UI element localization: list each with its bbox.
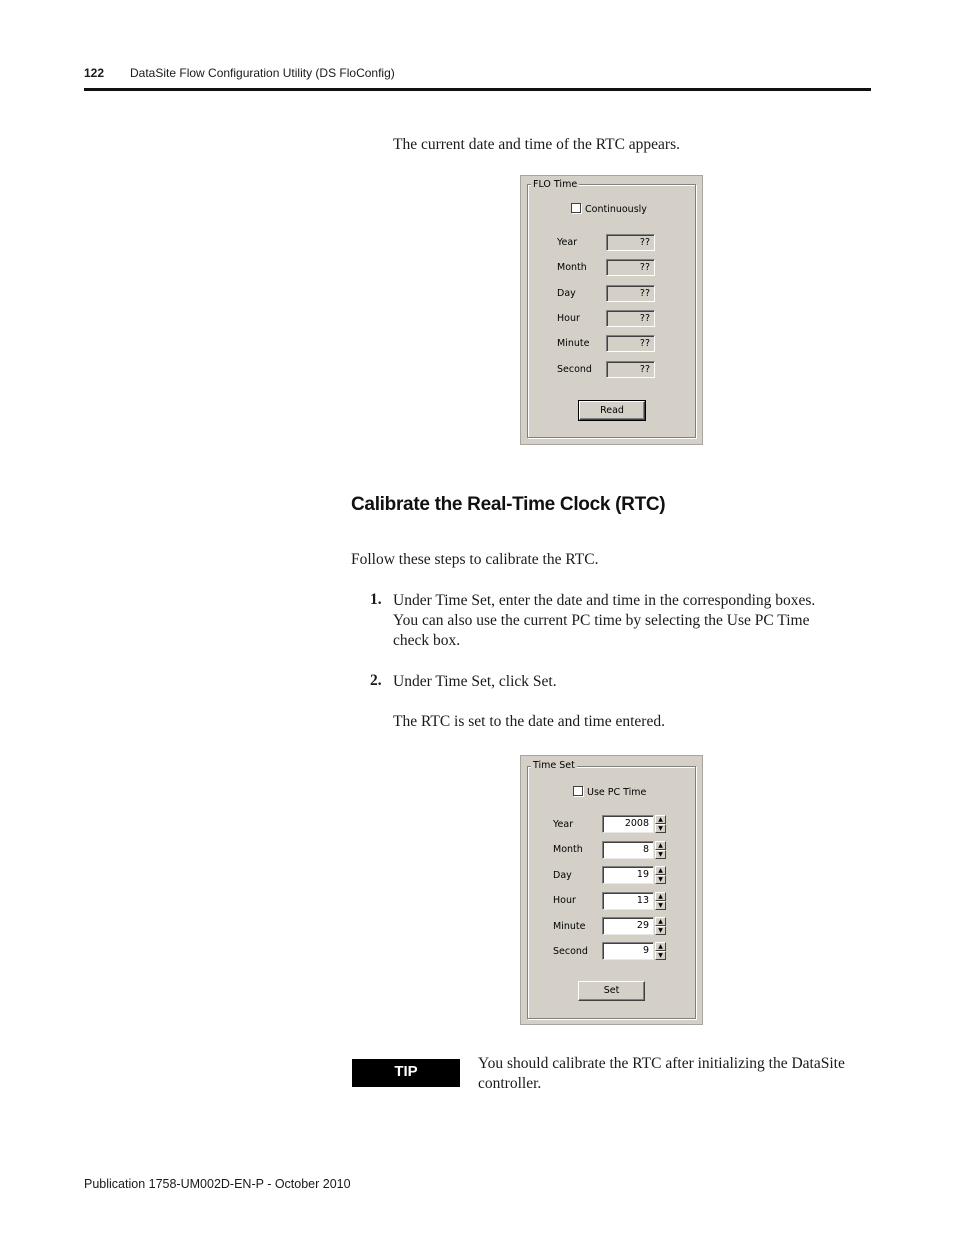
use-pc-time-label: Use PC Time [587, 787, 647, 798]
hour-label: Hour [557, 313, 580, 324]
spin-down-icon[interactable]: ▼ [655, 850, 666, 859]
use-pc-time-checkbox[interactable] [573, 786, 646, 798]
spin-down-icon[interactable]: ▼ [655, 951, 666, 960]
day-readout: ?? [606, 285, 655, 302]
year-input[interactable]: 2008 [602, 815, 654, 833]
minute-readout: ?? [606, 335, 655, 352]
second-label: Second [557, 364, 592, 375]
hour-label: Hour [553, 895, 576, 906]
read-button[interactable]: Read [579, 401, 645, 420]
hour-spinner[interactable] [655, 892, 666, 910]
section-heading: Calibrate the Real-Time Clock (RTC) [351, 494, 666, 515]
minute-input[interactable]: 29 [602, 917, 654, 935]
minute-label: Minute [553, 921, 586, 932]
section-lead: Follow these steps to calibrate the RTC. [351, 551, 599, 568]
checkbox-box[interactable] [571, 203, 581, 213]
spin-up-icon[interactable]: ▲ [655, 892, 666, 901]
step-2-result: The RTC is set to the date and time entered. [393, 713, 665, 730]
time-set-panel [520, 755, 703, 1025]
second-readout: ?? [606, 361, 655, 378]
second-input[interactable]: 9 [602, 942, 654, 960]
minute-label: Minute [557, 338, 590, 349]
day-label: Day [553, 870, 572, 881]
publication-footer: Publication 1758-UM002D-EN-P - October 2010 [84, 1177, 351, 1191]
flo-time-legend: FLO Time [533, 179, 578, 190]
month-spinner[interactable] [655, 841, 666, 859]
step-1-text [393, 591, 815, 651]
year-label: Year [553, 819, 574, 830]
spin-down-icon[interactable]: ▼ [655, 901, 666, 910]
header-rule [84, 88, 871, 91]
tip-line: You should calibrate the RTC after initializing the DataSite [478, 1055, 845, 1072]
hour-readout: ?? [606, 310, 655, 327]
minute-spinner[interactable] [655, 917, 666, 935]
month-label: Month [557, 262, 587, 273]
month-label: Month [553, 844, 583, 855]
month-readout: ?? [606, 259, 655, 276]
tip-line: controller. [478, 1075, 542, 1092]
second-spinner[interactable] [655, 942, 666, 960]
step-2-text: Under Time Set, click Set. [393, 673, 557, 690]
tip-badge: TIP [352, 1059, 460, 1087]
day-label: Day [557, 288, 576, 299]
year-spinner[interactable] [655, 815, 666, 833]
second-label: Second [553, 946, 588, 957]
time-set-legend: Time Set [533, 760, 575, 771]
step-1-line: check box. [393, 632, 461, 649]
spin-down-icon[interactable]: ▼ [655, 926, 666, 935]
year-readout: ?? [606, 234, 655, 251]
day-input[interactable]: 19 [602, 866, 654, 884]
hour-input[interactable]: 13 [602, 892, 654, 910]
spin-up-icon[interactable]: ▲ [655, 866, 666, 875]
checkbox-box[interactable] [573, 786, 583, 796]
day-spinner[interactable] [655, 866, 666, 884]
spin-up-icon[interactable]: ▲ [655, 917, 666, 926]
continuously-label: Continuously [585, 204, 647, 215]
flo-time-panel [520, 175, 703, 445]
running-header-title: DataSite Flow Configuration Utility (DS FloConfig) [130, 66, 395, 80]
year-label: Year [557, 237, 578, 248]
step-2-number: 2. [370, 672, 382, 689]
spin-up-icon[interactable]: ▲ [655, 815, 666, 824]
spin-up-icon[interactable]: ▲ [655, 942, 666, 951]
spin-down-icon[interactable]: ▼ [655, 824, 666, 833]
step-1-line: You can also use the current PC time by selecting the Use PC Time [393, 612, 810, 629]
set-button[interactable]: Set [578, 981, 645, 1001]
tip-text [478, 1054, 845, 1094]
spin-down-icon[interactable]: ▼ [655, 875, 666, 884]
step-1-line: Under Time Set, enter the date and time in the corresponding boxes. [393, 592, 816, 609]
intro-paragraph: The current date and time of the RTC appears. [393, 136, 680, 153]
month-input[interactable]: 8 [602, 841, 654, 859]
step-1-number: 1. [370, 591, 382, 608]
continuously-checkbox[interactable] [571, 203, 647, 215]
page-number: 122 [84, 66, 105, 80]
spin-up-icon[interactable]: ▲ [655, 841, 666, 850]
